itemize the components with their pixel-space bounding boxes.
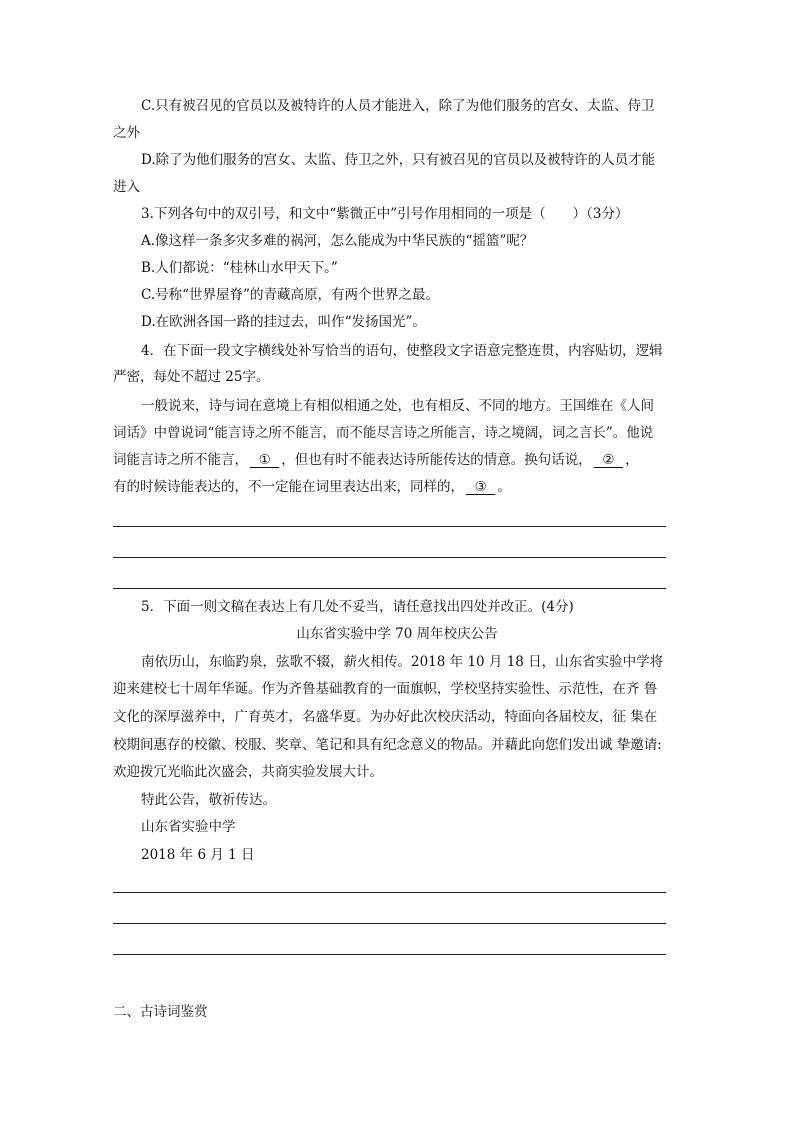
notice-paragraph-line5: 欢迎拨冗光临此次盛会，共商实验发展大计。: [113, 764, 383, 780]
q2-option-c-line1: C.只有被召见的官员以及被特许的人员才能进入，除了为他们服务的宫女、太监、侍卫: [141, 98, 655, 114]
q2-option-d-line2: 进入: [113, 179, 140, 195]
answer-line-q4-1[interactable]: [113, 526, 666, 527]
notice-closing: 特此公告，敬祈传达。: [141, 792, 276, 808]
answer-line-q4-2[interactable]: [113, 557, 666, 558]
q3-option-a: A.像这样一条多灾多难的祸河，怎么能成为中华民族的“摇篮”呢？: [141, 233, 534, 249]
blank-3-label: ③: [474, 479, 487, 495]
answer-line-q4-3[interactable]: [113, 588, 666, 589]
blank-2[interactable]: [592, 450, 625, 470]
q2-option-d-line1: D.除了为他们服务的宫女、太监、侍卫之外，只有被召见的官员以及被特许的人员才能: [141, 152, 656, 168]
blank-3[interactable]: [464, 477, 497, 497]
q4-passage-line4-b: 。: [497, 479, 511, 495]
notice-paragraph-line1: 南依历山，东临趵泉，弦歌不辍，薪火相传。2018 年 10 月 18 日，山东省实验中学将: [141, 654, 664, 670]
notice-date: 2018 年 6 月 1 日: [141, 847, 255, 863]
notice-signature: 山东省实验中学: [141, 819, 236, 835]
blank-2-label: ②: [602, 452, 615, 468]
answer-line-q5-2[interactable]: [113, 923, 666, 924]
answer-line-q5-3[interactable]: [113, 954, 666, 955]
notice-paragraph-line3: 文化的深厚滋养中，广育英才，名盛华夏。为办好此次校庆活动，特面向各届校友，征 集在: [113, 709, 658, 725]
q4-passage-line3-a: 词能言诗之所不能言，: [113, 452, 248, 468]
notice-title: 山东省实验中学 70 周年校庆公告: [296, 626, 498, 642]
q4-passage-line3: [113, 450, 639, 470]
q3-stem: 3.下列各句中的双引号，和文中“紫微正中”引号作用相同的一项是（ ）（3分）: [141, 206, 629, 222]
q4-passage-line3-b: ，但也有时不能表达诗所能传达的情意。换句话说，: [281, 452, 592, 468]
q3-option-b: B.人们都说：“桂林山水甲天下。”: [141, 260, 338, 276]
q4-passage-line4-a: 有的时候诗能表达的，不一定能在词里表达出来，同样的，: [113, 479, 464, 495]
notice-paragraph-line2: 迎来建校七十周年华诞。作为齐鲁基础教育的一面旗帜，学校坚持实验性、示范性，在齐 鲁: [113, 681, 658, 697]
blank-1-label: ①: [258, 452, 271, 468]
q4-stem-line2: 严密，每处不超过 25字。: [113, 369, 270, 385]
q4-passage-line1: 一般说来，诗与词在意境上有相似相通之处，也有相反、不同的地方。王国维在《人间: [141, 398, 654, 414]
notice-paragraph-line4: 校期间惠存的校徽、校服、奖章、笔记和具有纪念意义的物品。并藉此向您们发出诚 挚邀请:: [113, 737, 662, 753]
q3-option-c: C.号称“世界屋脊”的青藏高原，有两个世界之最。: [141, 287, 439, 303]
q2-option-c-line2: 之外: [113, 125, 140, 141]
blank-1[interactable]: [248, 450, 281, 470]
q3-option-d: D.在欧洲各国一路的挂过去，叫作“发扬国光”。: [141, 314, 426, 330]
q5-stem: 5．下面一则文稿在表达上有几处不妥当，请任意找出四处并改正。(4分): [141, 599, 574, 615]
q4-passage-line4: [113, 477, 511, 497]
q4-passage-line3-c: ，: [625, 452, 639, 468]
section-2-heading: 二、古诗词鉴赏: [113, 1004, 208, 1020]
q4-passage-line2: 词话》中曾说词“能言诗之所不能言，而不能尽言诗之所能言，诗之境阔，词之言长”。他说: [113, 425, 654, 441]
q4-stem-line1: 4．在下面一段文字横线处补写恰当的语句，使整段文字语意完整连贯，内容贴切，逻辑: [141, 343, 663, 359]
answer-line-q5-1[interactable]: [113, 892, 666, 893]
